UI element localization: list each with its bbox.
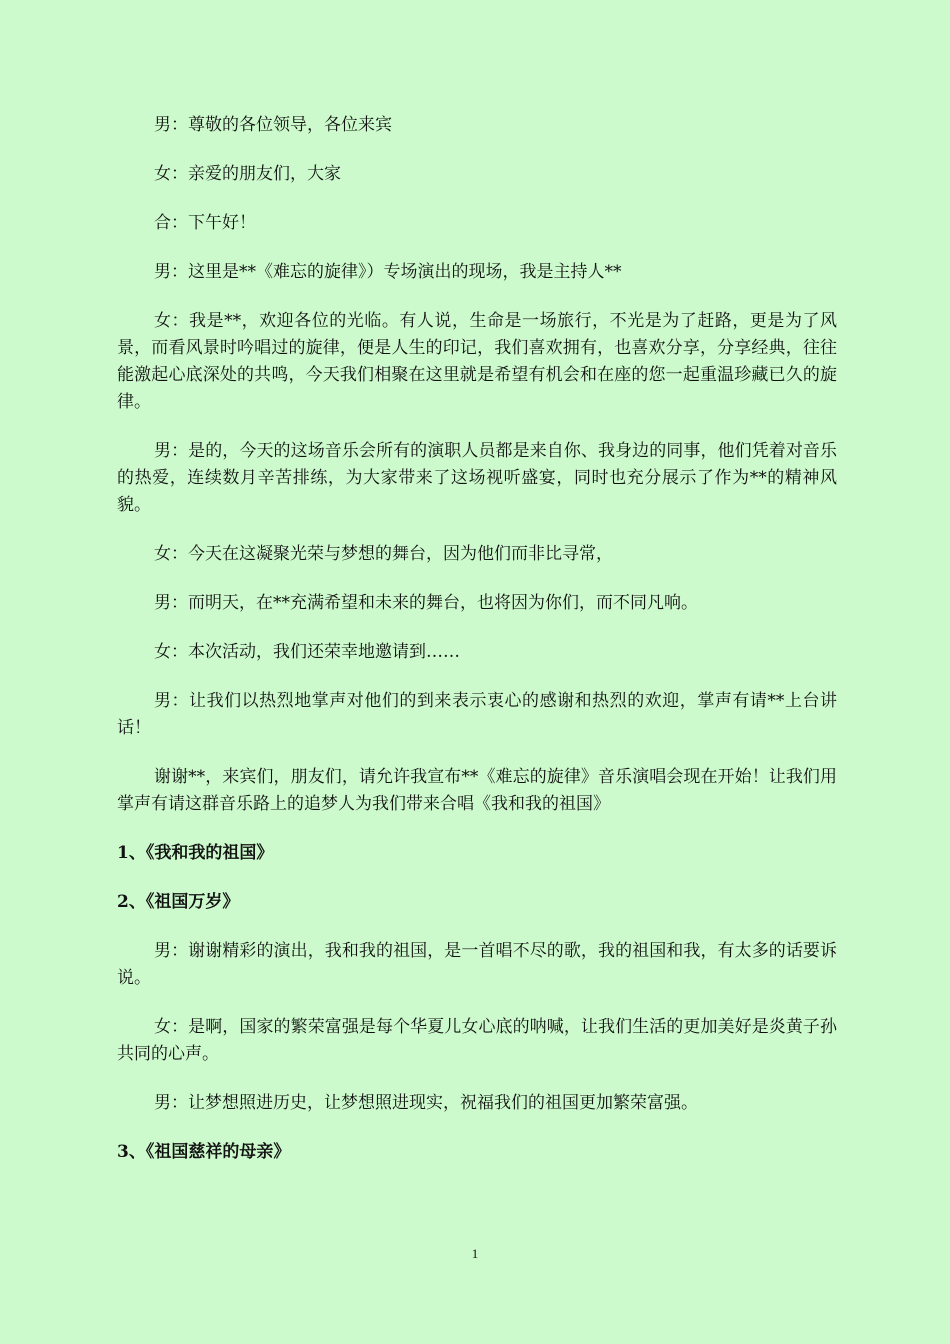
program-item-heading: 3、《祖国慈祥的母亲》 (117, 1142, 291, 1162)
paragraph: 男：是的，今天的这场音乐会所有的演职人员都是来自你、我身边的同事，他们凭着对音乐的热爱，连续数月辛苦排练，为大家带来了这场视听盛宴，同时也充分展示了作为**的精神风貌。 (117, 441, 837, 515)
paragraph: 女：是啊，国家的繁荣富强是每个华夏儿女心底的呐喊，让我们生活的更加美好是炎黄子孙共同的心声。 (117, 1017, 837, 1064)
paragraph: 女：亲爱的朋友们，大家 (154, 164, 341, 184)
paragraph: 男：让梦想照进历史，让梦想照进现实，祝福我们的祖国更加繁荣富强。 (154, 1093, 698, 1113)
paragraph: 男：尊敬的各位领导，各位来宾 (154, 115, 392, 135)
paragraph: 女：我是**，欢迎各位的光临。有人说，生命是一场旅行，不光是为了赶路，更是为了风景，而看风景时吟唱过的旋律，便是人生的印记，我们喜欢拥有，也喜欢分享，分享经典，往往能激起心底深处的共鸣，今天我们相聚在这里就是希望有机会和在座的您一起重温珍藏已久的旋律。 (117, 311, 837, 412)
paragraph: 女：本次活动，我们还荣幸地邀请到…… (154, 642, 460, 662)
paragraph: 女：今天在这凝聚光荣与梦想的舞台，因为他们而非比寻常， (154, 544, 613, 564)
page-number: 1 (471, 1246, 479, 1261)
paragraph: 男：让我们以热烈地掌声对他们的到来表示衷心的感谢和热烈的欢迎，掌声有请**上台讲话！ (117, 691, 837, 738)
document-body (117, 112, 837, 1188)
program-item-heading: 1、《我和我的祖国》 (117, 843, 274, 863)
paragraph: 合：下午好！ (154, 213, 256, 233)
paragraph: 谢谢**，来宾们，朋友们，请允许我宣布**《难忘的旋律》音乐演唱会现在开始！让我们用掌声有请这群音乐路上的追梦人为我们带来合唱《我和我的祖国》 (117, 767, 837, 814)
paragraph: 男：这里是**《难忘的旋律》）专场演出的现场，我是主持人** (154, 262, 622, 282)
paragraph: 男：而明天，在**充满希望和未来的舞台，也将因为你们，而不同凡响。 (154, 593, 698, 613)
program-item-heading: 2、《祖国万岁》 (117, 892, 240, 912)
paragraph: 男：谢谢精彩的演出，我和我的祖国，是一首唱不尽的歌，我的祖国和我，有太多的话要诉说。 (117, 941, 837, 988)
